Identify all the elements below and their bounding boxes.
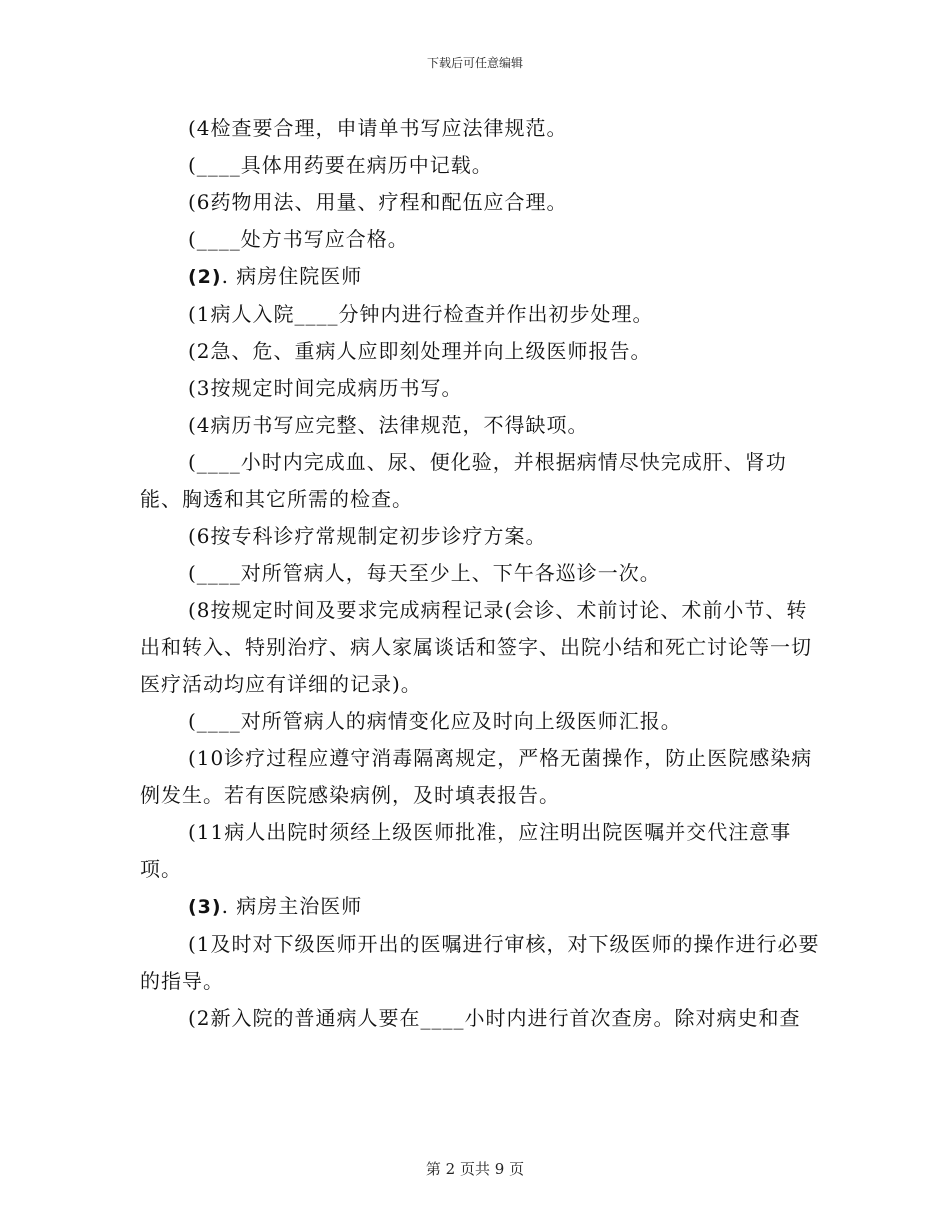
paragraph: (8按规定时间及要求完成病程记录(会诊、术前讨论、术前小节、转出和转入、特别治疗、病人家属谈话和签字、出院小结和死亡讨论等一切医疗活动均应有详细的记录)。 <box>140 598 812 696</box>
paragraph: (2新入院的普通病人要在____小时内进行首次查房。除对病史和查 <box>188 1006 801 1030</box>
paragraph: (2急、危、重病人应即刻处理并向上级医师报告。 <box>188 339 652 363</box>
paragraph: (11病人出院时须经上级医师批准，应注明出院医嘱并交代注意事项。 <box>140 820 792 881</box>
page-header: 下载后可任意编辑 <box>426 56 523 70</box>
paragraph: (____处方书写应合格。 <box>188 227 409 251</box>
document-body <box>140 110 820 1037</box>
page-footer: 第 2 页共 9 页 <box>425 1160 525 1178</box>
paragraph: (1及时对下级医师开出的医嘱进行审核，对下级医师的操作进行必要的指导。 <box>140 932 820 993</box>
paragraph: (4检查要合理，申请单书写应法律规范。 <box>188 116 568 140</box>
paragraph: (____具体用药要在病历中记载。 <box>188 153 493 177</box>
paragraph: (4病历书写应完整、法律规范，不得缺项。 <box>188 413 589 437</box>
paragraph: (____对所管病人，每天至少上、下午各巡诊一次。 <box>188 561 661 585</box>
paragraph: (____小时内完成血、尿、便化验，并根据病情尽快完成肝、肾功能、胸透和其它所需的检查。 <box>140 450 787 511</box>
paragraph: (1病人入院____分钟内进行检查并作出初步处理。 <box>188 302 654 326</box>
section-heading-3 <box>140 888 820 926</box>
paragraph: (6按专科诊疗常规制定初步诊疗方案。 <box>188 524 547 548</box>
section-number: (2) <box>188 266 222 288</box>
section-title: . 病房住院医师 <box>221 264 363 288</box>
paragraph: (10诊疗过程应遵守消毒隔离规定，严格无菌操作，防止医院感染病例发生。若有医院感染病例，及时填表报告。 <box>140 746 813 807</box>
paragraph: (____对所管病人的病情变化应及时向上级医师汇报。 <box>188 709 682 733</box>
section-number: (3) <box>188 896 222 918</box>
section-title: . 病房主治医师 <box>221 894 363 918</box>
paragraph: (3按规定时间完成病历书写。 <box>188 376 463 400</box>
section-heading-2 <box>140 258 820 296</box>
paragraph: (6药物用法、用量、疗程和配伍应合理。 <box>188 190 568 214</box>
